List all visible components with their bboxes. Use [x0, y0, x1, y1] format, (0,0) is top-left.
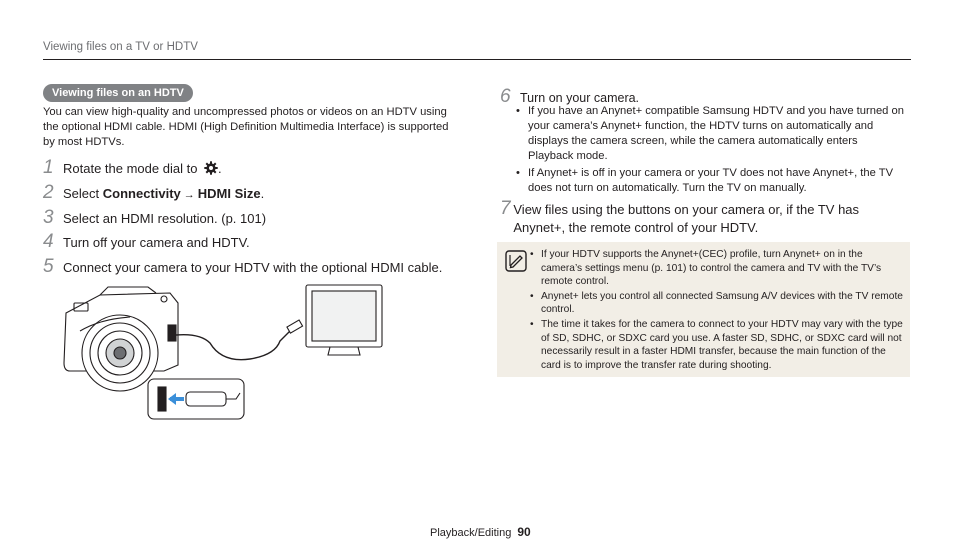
step-number: 7	[500, 198, 511, 219]
note-pencil-icon	[505, 250, 527, 272]
step-1	[43, 157, 222, 179]
step-text: Connect your camera to your HDTV with the optional HDMI cable.	[63, 260, 443, 275]
header-rule	[43, 59, 911, 60]
hdmi-cable	[176, 331, 290, 360]
page-footer	[430, 525, 531, 539]
step-text: Rotate the mode dial to .	[63, 161, 222, 176]
step-5	[43, 256, 442, 278]
running-head: Viewing files on a TV or HDTV	[43, 41, 198, 53]
settings-gear-icon	[204, 161, 218, 175]
step-number: 4	[43, 231, 54, 252]
section-title: Viewing files on an HDTV	[43, 84, 193, 102]
list-item: • Anynet+ lets you control all connected Samsung A/V devices with the TV remote control.	[530, 290, 905, 317]
menu-hdmi-size: HDMI Size	[197, 186, 261, 201]
camera-hdmi-tv-illustration	[60, 283, 390, 423]
step-text: Select an HDMI resolution. (p. 101)	[63, 211, 267, 226]
step-number: 6	[500, 86, 511, 107]
step-number: 5	[43, 256, 54, 277]
step-3	[43, 207, 266, 229]
step-text: Select Connectivity → HDMI Size.	[63, 186, 265, 201]
list-item: • If Anynet+ is off in your camera or your TV does not have Anynet+, the TV does not turn on automatically. Turn the TV on manually.	[516, 166, 906, 196]
step-4	[43, 231, 250, 253]
step-text: View files using the buttons on your camera or, if the TV has Anynet+, the remote control of your HDTV.	[513, 202, 860, 235]
step-7	[500, 198, 910, 237]
step-text: Turn off your camera and HDTV.	[63, 235, 250, 250]
note-box	[497, 242, 910, 377]
list-item: • If you have an Anynet+ compatible Samsung HDTV and you have turned on your camera’s Anynet+ function, the HDTV turns on automatically and displays the camera screen, while the camera automatically enters Playback mode.	[516, 104, 906, 164]
step-number: 3	[43, 207, 54, 228]
step-6-bullets	[516, 104, 906, 198]
note-list	[530, 248, 905, 373]
step-2	[43, 182, 264, 204]
list-item: • The time it takes for the camera to connect to your HDTV may vary with the type of SD, SDHC, or SDXC card you use. A faster SD, SDHC, or SDXC card will not necessarily result in a faster HDMI transfer, because the main function of the card is to improve the transfer rate during shooting.	[530, 318, 905, 372]
footer-section-label: Playback/Editing	[430, 527, 512, 539]
list-item: • If your HDTV supports the Anynet+(CEC) profile, turn Anynet+ on in the camera’s settings menu (p. 101) to control the camera and TV with the TV’s remote control.	[530, 248, 905, 289]
arrow-right-icon: →	[183, 189, 195, 201]
intro-paragraph: You can view high-quality and uncompressed photos or videos on an HDTV using the optional HDMI cable. HDMI (High Definition Multimedia Interface) is supported by most HDTVs.	[43, 106, 449, 148]
menu-connectivity: Connectivity	[102, 186, 181, 201]
step-number: 2	[43, 182, 54, 203]
step-text: Turn on your camera.	[520, 91, 640, 105]
step-number: 1	[43, 157, 54, 178]
page-number: 90	[517, 525, 531, 539]
